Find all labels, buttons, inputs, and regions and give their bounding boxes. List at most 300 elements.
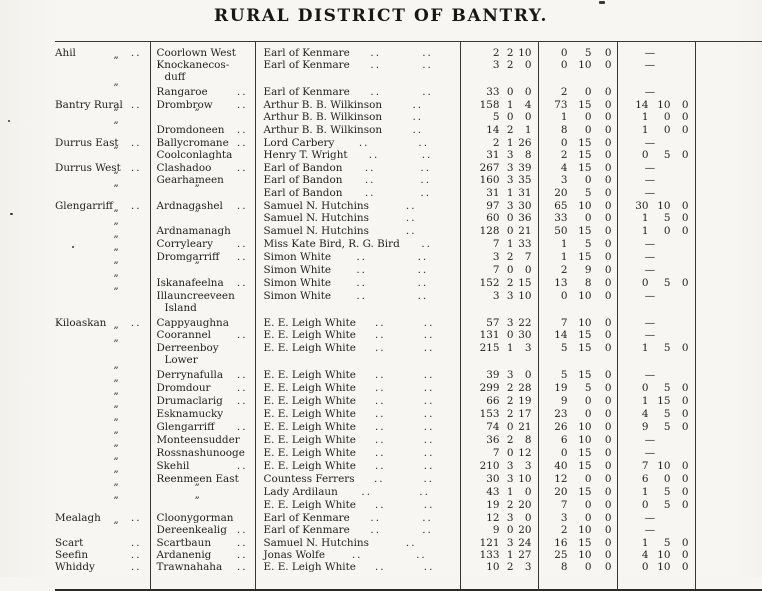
empty-cell	[695, 549, 762, 561]
pounds-value: 1	[641, 395, 649, 407]
townland-cell	[150, 524, 255, 537]
townland-name: Coolconlaghta	[156, 149, 233, 161]
extra-cell	[617, 561, 695, 590]
leader-dots: ..	[375, 369, 386, 381]
townland-cell	[150, 238, 255, 251]
shillings-value: 10	[578, 317, 592, 329]
pence-value: 0	[604, 473, 612, 485]
owner-name: Earl of Kenmare	[263, 524, 350, 536]
townland-name: Gearhameen	[156, 174, 224, 186]
roods-value: 2	[506, 499, 514, 511]
pounds-value: 0	[641, 149, 649, 161]
empty-cell	[695, 537, 762, 549]
perches-value: 3	[524, 561, 532, 573]
extra-cell	[617, 537, 695, 549]
owner-cell	[255, 99, 460, 111]
pence-value: 0	[681, 200, 689, 212]
table-row	[55, 149, 762, 162]
shillings-value: 10	[657, 561, 671, 573]
acres-value: 7	[492, 447, 500, 459]
pounds-value: 4	[560, 162, 568, 174]
acres-value: 158	[479, 99, 500, 111]
acres-value: 133	[479, 549, 500, 561]
assessment-table	[55, 41, 762, 591]
parish-name: Ahil	[55, 47, 76, 59]
val-cell	[538, 382, 617, 395]
val-cell	[538, 329, 617, 342]
table-row	[55, 238, 762, 251]
shillings-value: 0	[584, 174, 592, 186]
perches-value: 36	[518, 212, 532, 224]
table-row	[55, 434, 762, 447]
empty-cell	[695, 447, 762, 460]
pence-value: 0	[604, 200, 612, 212]
parish-cell	[55, 496, 150, 512]
val-cell	[538, 549, 617, 561]
pence-value: 0	[604, 86, 612, 98]
pence-value: 0	[604, 277, 612, 289]
pounds-value: 4	[641, 549, 649, 561]
pence-value: 0	[604, 549, 612, 561]
ditto-mark: ”	[113, 470, 120, 481]
extra-cell	[617, 421, 695, 434]
ditto-mark: ”	[113, 444, 120, 455]
empty-cell	[695, 137, 762, 149]
extra-cell	[617, 264, 695, 277]
leader-dots: ..	[422, 86, 433, 98]
pence-value: 0	[681, 111, 689, 123]
empty-cell	[695, 408, 762, 421]
parish-name: Bantry Rural	[55, 99, 123, 111]
owner-name: E. E. Leigh White	[263, 408, 356, 420]
shillings-value: 15	[578, 460, 592, 472]
parish-cell	[55, 248, 150, 264]
roods-value: 0	[506, 264, 514, 276]
pence-value: 0	[681, 225, 689, 237]
table-row	[55, 251, 762, 264]
leader-dots: ..	[236, 277, 248, 289]
val-cell	[538, 537, 617, 549]
parish-cell	[55, 108, 150, 124]
shillings-value: 10	[657, 549, 671, 561]
pounds-value: 0	[641, 499, 649, 511]
shillings-value: 15	[578, 329, 592, 341]
pence-value: 0	[604, 512, 612, 524]
pounds-value: 3	[560, 512, 568, 524]
acres-value: 215	[479, 342, 500, 354]
acres-value: 3	[492, 290, 500, 302]
pounds-value: 9	[560, 395, 568, 407]
no-value-dash: —	[644, 174, 656, 186]
roods-value: 1	[506, 137, 514, 149]
parish-cell	[55, 366, 150, 382]
townland-cell	[150, 174, 255, 187]
pounds-value: 1	[560, 238, 568, 250]
shillings-value: 15	[578, 162, 592, 174]
townland-name: Illauncreeveen	[156, 290, 235, 302]
owner-cell	[255, 408, 460, 421]
leader-dots: ..	[423, 382, 435, 394]
pence-value: 0	[604, 434, 612, 446]
extra-cell	[617, 329, 695, 342]
val-cell	[538, 187, 617, 200]
area-cell	[460, 537, 538, 549]
ditto-mark: ”	[113, 261, 120, 272]
leader-dots: ..	[373, 473, 385, 485]
leader-dots: ..	[368, 149, 380, 161]
shillings-value: 0	[663, 124, 671, 136]
empty-cell	[695, 42, 762, 60]
pence-value: 0	[604, 408, 612, 420]
pounds-value: 7	[641, 460, 649, 472]
val-cell	[538, 342, 617, 366]
townland-cell	[150, 277, 255, 290]
townland-name: Rangaroe	[156, 86, 208, 98]
area-cell	[460, 460, 538, 473]
extra-cell	[617, 59, 695, 83]
empty-cell	[695, 329, 762, 342]
pence-value: 0	[604, 137, 612, 149]
shillings-value: 10	[578, 434, 592, 446]
roods-value: 0	[506, 86, 514, 98]
perches-value: 10	[518, 290, 532, 302]
roods-value: 2	[506, 561, 514, 573]
leader-dots: ..	[423, 408, 435, 420]
table-row	[55, 382, 762, 395]
townland-cell	[150, 366, 255, 382]
townland-cell	[150, 329, 255, 342]
shillings-value: 15	[578, 537, 592, 549]
shillings-value: 5	[663, 382, 671, 394]
perches-value: 21	[518, 225, 532, 237]
leader-dots: ..	[236, 238, 248, 250]
table-row	[55, 447, 762, 460]
empty-cell	[695, 561, 762, 590]
leader-dots: ..	[364, 162, 376, 174]
pounds-value: 1	[641, 111, 649, 123]
empty-cell	[695, 434, 762, 447]
area-cell	[460, 473, 538, 486]
no-value-dash: —	[644, 524, 656, 536]
townland-name: Skehil	[156, 460, 190, 472]
owner-cell	[255, 59, 460, 83]
pence-value: 0	[604, 251, 612, 263]
area-cell	[460, 329, 538, 342]
roods-value: 0	[506, 524, 514, 536]
val-cell	[538, 512, 617, 524]
roods-value: 2	[506, 382, 514, 394]
empty-cell	[695, 290, 762, 314]
pounds-value: 2	[560, 264, 568, 276]
shillings-value: 5	[663, 342, 671, 354]
pounds-value: 20	[554, 187, 568, 199]
no-value-dash: —	[644, 512, 656, 524]
leader-dots: ..	[356, 251, 367, 263]
empty-cell	[695, 314, 762, 329]
perches-value: 0	[524, 486, 532, 498]
leader-dots: ..	[423, 317, 435, 329]
perches-value: 27	[518, 549, 532, 561]
leader-dots: ..	[375, 408, 386, 420]
owner-cell	[255, 149, 460, 162]
owner-cell	[255, 366, 460, 382]
parish-cell	[55, 83, 150, 99]
perches-value: 10	[518, 47, 532, 59]
empty-cell	[695, 200, 762, 212]
townland-name: Rossnashunooge	[156, 447, 245, 459]
shillings-value: 5	[663, 421, 671, 433]
pence-value: 0	[681, 549, 689, 561]
shillings-value: 0	[584, 111, 592, 123]
acres-value: 60	[486, 212, 500, 224]
leader-dots: ..	[370, 59, 381, 71]
pence-value: 0	[681, 537, 689, 549]
leader-dots: ..	[236, 329, 248, 341]
roods-value: 3	[506, 149, 514, 161]
area-cell	[460, 549, 538, 561]
ditto-mark: ”	[113, 108, 120, 119]
pounds-value: 0	[560, 137, 568, 149]
table-row	[55, 225, 762, 238]
area-cell	[460, 342, 538, 366]
pence-value: 0	[681, 124, 689, 136]
townland-cell	[150, 537, 255, 549]
val-cell	[538, 264, 617, 277]
pence-value: 0	[604, 317, 612, 329]
parish-name: Durrus West	[55, 162, 121, 174]
shillings-value: 10	[578, 549, 592, 561]
pounds-value: 23	[554, 408, 568, 420]
area-cell	[460, 290, 538, 314]
owner-cell	[255, 549, 460, 561]
roods-value: 2	[506, 124, 514, 136]
pence-value: 0	[681, 561, 689, 573]
pounds-value: 1	[641, 225, 649, 237]
leader-dots: ..	[375, 460, 386, 472]
leader-dots: ..	[236, 369, 248, 381]
shillings-value: 0	[584, 512, 592, 524]
leader-dots: ..	[375, 317, 386, 329]
owner-name: Earl of Bandon	[263, 174, 343, 186]
val-cell	[538, 238, 617, 251]
leader-dots: ..	[236, 137, 248, 149]
shillings-value: 9	[584, 264, 592, 276]
owner-name: Earl of Kenmare	[263, 86, 350, 98]
empty-cell	[695, 83, 762, 99]
leader-dots: ..	[375, 395, 386, 407]
shillings-value: 5	[584, 187, 592, 199]
townland-name: Ardnamanagh	[156, 225, 231, 237]
ditto-mark: ”	[194, 261, 201, 272]
shillings-value: 0	[663, 473, 671, 485]
val-cell	[538, 42, 617, 60]
table-row	[55, 549, 762, 561]
pounds-value: 12	[554, 473, 568, 485]
pence-value: 0	[604, 486, 612, 498]
owner-cell	[255, 238, 460, 251]
area-cell	[460, 264, 538, 277]
owner-cell	[255, 200, 460, 212]
pounds-value: 6	[560, 434, 568, 446]
perches-value: 0	[524, 264, 532, 276]
pounds-value: 2	[560, 524, 568, 536]
extra-cell	[617, 174, 695, 187]
acres-value: 57	[486, 317, 500, 329]
parish-cell	[55, 549, 150, 561]
val-cell	[538, 460, 617, 473]
roods-value: 0	[506, 421, 514, 433]
extra-cell	[617, 162, 695, 174]
extra-cell	[617, 314, 695, 329]
shillings-value: 0	[584, 124, 592, 136]
acres-value: 210	[479, 460, 500, 472]
acres-value: 128	[479, 225, 500, 237]
area-cell	[460, 99, 538, 111]
perches-value: 8	[524, 149, 532, 161]
no-value-dash: —	[644, 317, 656, 329]
no-value-dash: —	[644, 162, 656, 174]
ditto-mark: ”	[113, 431, 120, 442]
shillings-value: 5	[663, 408, 671, 420]
shillings-value: 10	[657, 200, 671, 212]
pence-value: 0	[604, 187, 612, 199]
townland-name: Ballycromane	[156, 137, 229, 149]
ditto-mark: ”	[194, 209, 201, 220]
townland-name: Cloonygorman	[156, 512, 234, 524]
area-cell	[460, 162, 538, 174]
leader-dots: ..	[130, 47, 142, 59]
perches-value: 31	[518, 187, 532, 199]
pence-value: 0	[681, 212, 689, 224]
townland-cell	[150, 200, 255, 212]
owner-name: Earl of Bandon	[263, 187, 343, 199]
area-cell	[460, 225, 538, 238]
table-row	[55, 421, 762, 434]
perches-value: 0	[524, 86, 532, 98]
townland-wrap-line: Lower	[164, 354, 198, 366]
shillings-value: 10	[657, 99, 671, 111]
pence-value: 0	[604, 149, 612, 161]
area-cell	[460, 187, 538, 200]
pounds-value: 0	[641, 277, 649, 289]
shillings-value: 10	[578, 524, 592, 536]
leader-dots: ..	[361, 486, 373, 498]
pounds-value: 20	[554, 486, 568, 498]
acres-value: 121	[479, 537, 500, 549]
owner-name: Samuel N. Hutchins	[263, 537, 369, 549]
pence-value: 0	[681, 395, 689, 407]
owner-name: Lady Ardilaun	[263, 486, 338, 498]
leader-dots: ..	[130, 162, 142, 174]
perches-value: 19	[518, 395, 532, 407]
pounds-value: 9	[641, 421, 649, 433]
extra-cell	[617, 149, 695, 162]
pence-value: 0	[604, 369, 612, 381]
table-row	[55, 137, 762, 149]
townland-name: Esknamucky	[156, 408, 224, 420]
empty-cell	[695, 99, 762, 111]
townland-cell	[150, 434, 255, 447]
table-row	[55, 200, 762, 212]
pence-value: 0	[681, 149, 689, 161]
parish-cell	[55, 339, 150, 366]
owner-name: Countess Ferrers	[263, 473, 355, 485]
townland-name: Dereenkealig	[156, 524, 227, 536]
leader-dots: ..	[423, 329, 435, 341]
empty-cell	[695, 460, 762, 473]
townland-name: Coorannel	[156, 329, 211, 341]
parish-cell	[55, 431, 150, 447]
shillings-value: 0	[663, 111, 671, 123]
owner-name: Arthur B. B. Wilkinson	[263, 124, 383, 136]
empty-cell	[695, 225, 762, 238]
pounds-value: 40	[554, 460, 568, 472]
owner-cell	[255, 111, 460, 124]
ditto-mark: ”	[113, 457, 120, 468]
no-value-dash: —	[644, 238, 656, 250]
val-cell	[538, 225, 617, 238]
shillings-value: 15	[578, 342, 592, 354]
table-row	[55, 124, 762, 137]
pence-value: 0	[681, 460, 689, 472]
owner-cell	[255, 512, 460, 524]
acres-value: 5	[492, 111, 500, 123]
townland-cell	[150, 447, 255, 460]
townland-cell	[150, 184, 255, 200]
ditto-mark: ”	[113, 418, 120, 429]
leader-dots: ..	[236, 421, 248, 433]
leader-dots: ..	[420, 174, 432, 186]
owner-name: E. E. Leigh White	[263, 499, 356, 511]
area-cell	[460, 200, 538, 212]
acres-value: 74	[486, 421, 500, 433]
val-cell	[538, 99, 617, 111]
extra-cell	[617, 549, 695, 561]
leader-dots: ..	[423, 342, 435, 354]
pence-value: 0	[604, 561, 612, 573]
ditto-mark: ”	[194, 483, 201, 494]
val-cell	[538, 149, 617, 162]
townland-cell	[150, 483, 255, 499]
area-cell	[460, 499, 538, 512]
pounds-value: 1	[560, 251, 568, 263]
area-cell	[460, 42, 538, 60]
acres-value: 152	[479, 277, 500, 289]
acres-value: 19	[486, 499, 500, 511]
townland-name: Clashadoo	[156, 162, 212, 174]
pence-value: 0	[604, 212, 612, 224]
shillings-value: 5	[663, 277, 671, 289]
pounds-value: 30	[635, 200, 649, 212]
extra-cell	[617, 83, 695, 99]
pounds-value: 8	[560, 124, 568, 136]
perches-value: 15	[518, 277, 532, 289]
perches-value: 35	[518, 174, 532, 186]
empty-cell	[695, 395, 762, 408]
table-row	[55, 473, 762, 486]
parish-cell	[55, 209, 150, 225]
townland-cell	[150, 382, 255, 395]
val-cell	[538, 162, 617, 174]
table-row	[55, 342, 762, 366]
leader-dots: ..	[364, 187, 376, 199]
acres-value: 7	[492, 264, 500, 276]
pounds-value: 19	[554, 382, 568, 394]
shillings-value: 10	[578, 290, 592, 302]
shillings-value: 10	[657, 460, 671, 472]
table-row	[55, 486, 762, 499]
roods-value: 1	[506, 99, 514, 111]
